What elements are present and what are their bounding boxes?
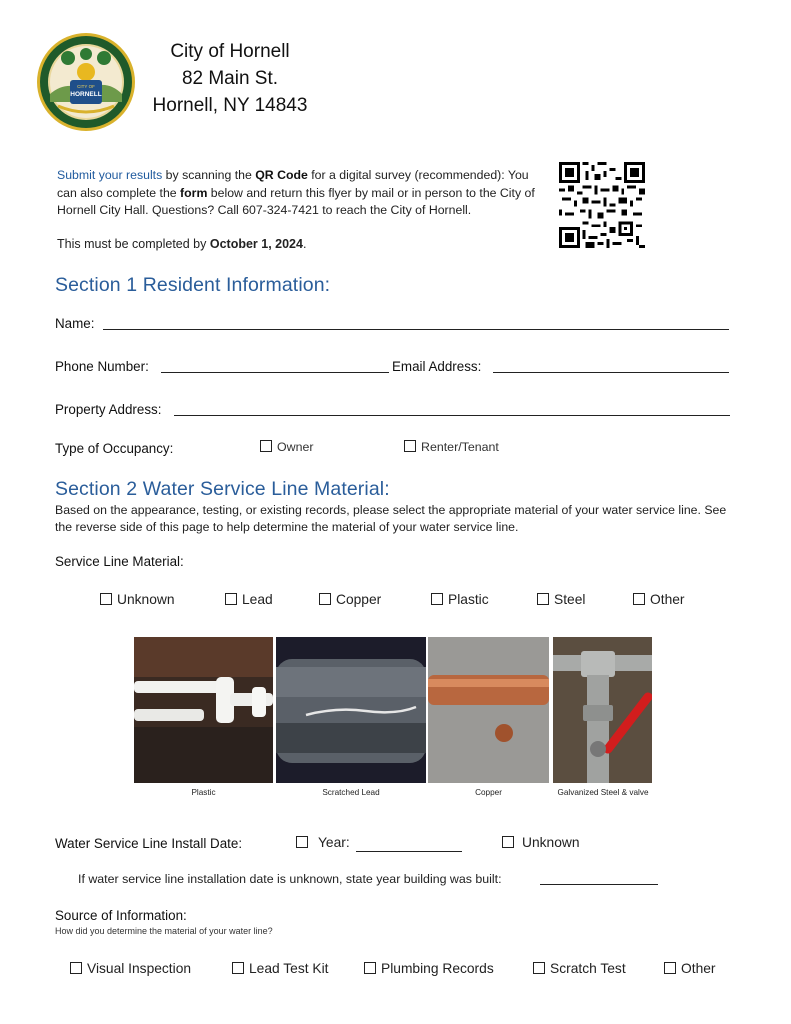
city-seal-logo bbox=[36, 32, 136, 132]
deadline-suffix: . bbox=[302, 237, 307, 251]
form-bold: form bbox=[180, 185, 208, 200]
source-option-records[interactable] bbox=[364, 961, 494, 976]
scratch-test-label: Scratch Test bbox=[550, 961, 626, 976]
intro-paragraph bbox=[57, 167, 547, 220]
scratch-test-checkbox[interactable] bbox=[533, 962, 545, 974]
unknown-checkbox[interactable] bbox=[100, 593, 112, 605]
deadline-prefix: This must be completed by bbox=[57, 237, 210, 251]
install-year-option[interactable] bbox=[296, 835, 350, 850]
source-other-label: Other bbox=[681, 961, 716, 976]
caption-scratched-lead: Scratched Lead bbox=[322, 788, 380, 797]
seal-top-text: CITY OF bbox=[77, 84, 95, 89]
renter-checkbox[interactable] bbox=[404, 440, 416, 452]
visual-inspection-label: Visual Inspection bbox=[87, 961, 192, 976]
source-label: Source of Information: bbox=[55, 908, 187, 923]
occupancy-owner-option[interactable] bbox=[260, 440, 314, 454]
deadline-date: October 1, 2024 bbox=[209, 237, 303, 251]
material-option-steel[interactable] bbox=[537, 592, 585, 607]
caption-copper: Copper bbox=[475, 788, 502, 797]
material-option-lead[interactable] bbox=[225, 592, 273, 607]
seal-name-text: HORNELL bbox=[70, 91, 102, 98]
source-option-scratch[interactable] bbox=[533, 961, 626, 976]
intro-text-1: by scanning the bbox=[162, 168, 256, 182]
visual-inspection-checkbox[interactable] bbox=[70, 962, 82, 974]
street-address: 82 Main St. bbox=[181, 68, 279, 89]
material-option-copper[interactable] bbox=[319, 592, 381, 607]
qr-code-bold: QR Code bbox=[255, 168, 308, 182]
other-checkbox[interactable] bbox=[633, 593, 645, 605]
occupancy-renter-option[interactable] bbox=[404, 440, 499, 454]
unknown-option-label: Unknown bbox=[117, 592, 175, 607]
intro-text-3: below and return this flyer by mail or in person to the City of Hornell City Hall. Questions? Call 607-324-7421 to reach the City of Hornell. bbox=[57, 185, 535, 217]
source-other-checkbox[interactable] bbox=[664, 962, 676, 974]
plastic-checkbox[interactable] bbox=[431, 593, 443, 605]
galvanized-steel-valve-photo bbox=[553, 637, 652, 783]
install-date-label: Water Service Line Install Date: bbox=[55, 836, 243, 851]
org-name: City of Hornell bbox=[170, 41, 290, 62]
phone-label: Phone Number: bbox=[55, 359, 149, 374]
deadline-line bbox=[57, 237, 306, 251]
submit-results-link[interactable]: Submit your results bbox=[57, 168, 163, 182]
scratched-lead-pipe-photo bbox=[276, 637, 426, 783]
occupancy-label: Type of Occupancy: bbox=[55, 441, 174, 456]
city-address-block bbox=[130, 38, 330, 119]
lead-test-kit-checkbox[interactable] bbox=[232, 962, 244, 974]
lead-test-kit-label: Lead Test Kit bbox=[249, 961, 329, 976]
caption-galvanized-steel: Galvanized Steel & valve bbox=[557, 788, 649, 797]
steel-checkbox[interactable] bbox=[537, 593, 549, 605]
section2-description: Based on the appearance, testing, or existing records, please select the appropriate material of your water service line. See the reverse side of this page to help determine the material of your water service line. bbox=[55, 503, 727, 534]
install-unknown-option[interactable] bbox=[502, 835, 580, 850]
email-label: Email Address: bbox=[392, 359, 482, 374]
property-address-label: Property Address: bbox=[55, 402, 162, 417]
renter-label: Renter/Tenant bbox=[421, 440, 499, 454]
phone-field[interactable] bbox=[161, 372, 389, 373]
lead-checkbox[interactable] bbox=[225, 593, 237, 605]
name-label: Name: bbox=[55, 316, 95, 331]
section1-heading: Section 1 Resident Information: bbox=[55, 274, 331, 296]
copper-option-label: Copper bbox=[336, 592, 382, 607]
intro-text-2: for a digital survey (recommended): You can also complete the bbox=[57, 168, 529, 200]
email-field[interactable] bbox=[493, 372, 729, 373]
property-address-field[interactable] bbox=[174, 415, 730, 416]
name-field[interactable] bbox=[103, 329, 729, 330]
section2-heading: Section 2 Water Service Line Material: bbox=[55, 478, 390, 500]
steel-option-label: Steel bbox=[554, 592, 586, 607]
source-option-test-kit[interactable] bbox=[232, 961, 329, 976]
year-checkbox[interactable] bbox=[296, 836, 308, 848]
lead-option-label: Lead bbox=[242, 592, 273, 607]
source-option-visual[interactable] bbox=[70, 961, 191, 976]
caption-plastic: Plastic bbox=[191, 788, 216, 797]
material-option-plastic[interactable] bbox=[431, 592, 489, 607]
source-sublabel: How did you determine the material of your water line? bbox=[55, 926, 273, 936]
copper-checkbox[interactable] bbox=[319, 593, 331, 605]
install-unknown-label: Unknown bbox=[522, 835, 580, 850]
material-option-unknown[interactable] bbox=[100, 592, 175, 607]
material-label: Service Line Material: bbox=[55, 554, 184, 569]
install-unknown-checkbox[interactable] bbox=[502, 836, 514, 848]
city-state-zip: Hornell, NY 14843 bbox=[152, 95, 308, 116]
copper-pipe-photo bbox=[428, 637, 549, 783]
owner-checkbox[interactable] bbox=[260, 440, 272, 452]
plastic-option-label: Plastic bbox=[448, 592, 489, 607]
source-option-other[interactable] bbox=[664, 961, 716, 976]
year-field[interactable] bbox=[356, 851, 462, 852]
building-year-note: If water service line installation date is unknown, state year building was built: bbox=[78, 872, 502, 886]
plumbing-records-checkbox[interactable] bbox=[364, 962, 376, 974]
building-year-field[interactable] bbox=[540, 884, 658, 885]
year-label: Year: bbox=[318, 835, 350, 850]
plastic-pipe-photo bbox=[134, 637, 273, 783]
material-option-other[interactable] bbox=[633, 592, 685, 607]
other-option-label: Other bbox=[650, 592, 685, 607]
owner-label: Owner bbox=[277, 440, 314, 454]
plumbing-records-label: Plumbing Records bbox=[381, 961, 494, 976]
qr-code[interactable] bbox=[559, 162, 645, 248]
